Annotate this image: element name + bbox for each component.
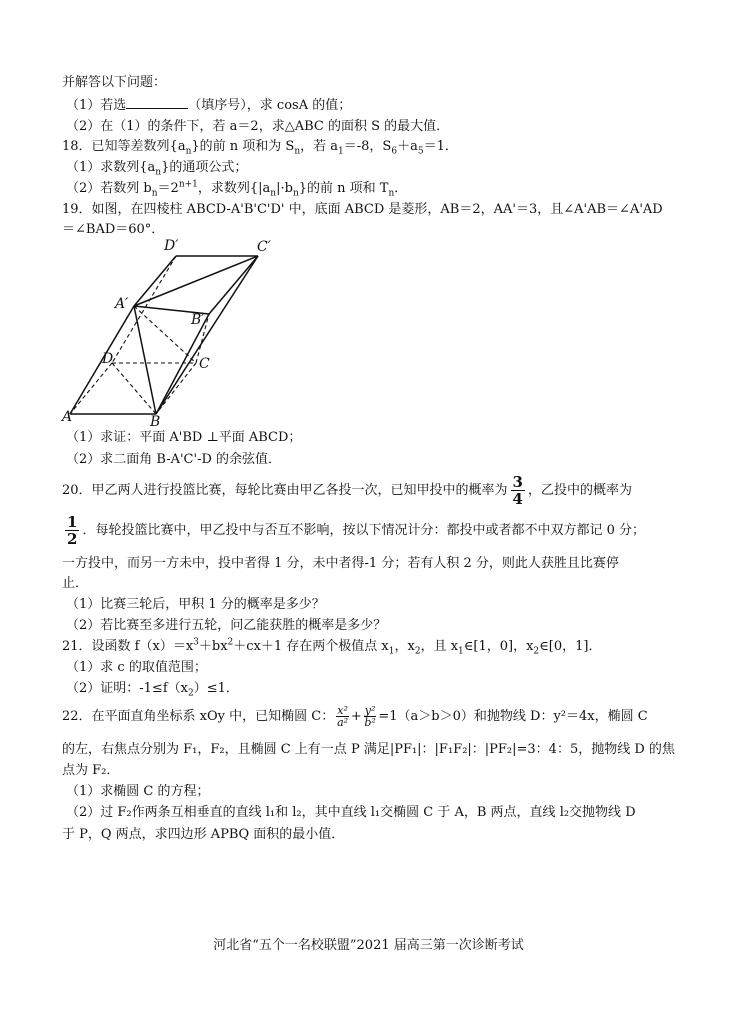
q22-part2-line1: （2）过 F₂作两条互相垂直的直线 l₁和 l₂，其中直线 l₁交椭圆 C 于 A，B 两点，直线 l₂交抛物线 D: [66, 805, 636, 820]
q20-part1: （1）比赛三轮后，甲积 1 分的概率是多少？: [66, 597, 325, 612]
fraction-x2-a2: $\frac{\text{x²}}{\text{a²}}$: [337, 704, 349, 729]
q20-line2: $\frac{1}{2}$ ．每轮投篮比赛中，甲乙投中与否互不影响，按以下情况计分：都投中或者都不中双方都记 0 分；: [67, 513, 645, 548]
q21-part1: （1）求 c 的取值范围；: [66, 660, 207, 675]
q17-part2: （2）在（1）的条件下，若 a＝2，求△ABC 的面积 S 的最大值．: [66, 119, 450, 134]
q19-stem-line2: ＝∠BAD＝60°．: [62, 222, 165, 237]
q21-stem: 21．设函数 $f(x)=x^3+bx^2+cx+1$ 存在两个极值点 $x_1$，$x_2$，且 $x_1\in[1$，0]，$x_2\in[0$，1]．: [62, 637, 602, 657]
q20-line4: 止．: [62, 576, 89, 591]
q22-line1: 22．在平面直角坐标系 xOy 中，已知椭圆 C： $\frac{\text{x²}}{\text{a²}}$ + $\frac{\text{y²}}{\text{b²}}$ =1（a＞b＞0）和抛物线 D：y²＝4x，椭圆 C: [62, 704, 648, 729]
q19-stem-line1: 19．如图，在四棱柱 ABCD-A'B'C'D' 中，底面 ABCD 是菱形，AB＝2，AA'＝3，且∠A'AB＝∠A'AD: [62, 202, 663, 217]
q21-part2: （2）证明：$-1\le f(x_2)\le 1$．: [66, 681, 239, 699]
page-footer: 河北省“五个一名校联盟”2021 届高三第一次诊断考试: [213, 938, 524, 953]
q17-p1-pre: （1）若选: [66, 98, 127, 113]
q19-part2: （2）求二面角 B-A'C'-D 的余弦值．: [66, 452, 282, 467]
vertex-label-Dp: D′: [164, 238, 179, 254]
vertex-label-Bp: B′: [191, 312, 205, 328]
vertex-label-B: B: [150, 414, 161, 428]
vertex-label-D: D: [102, 351, 114, 367]
q17-part1: [66, 96, 351, 115]
answer-blank[interactable]: [126, 96, 188, 109]
q19-part1: （1）求证：平面 A'BD ⊥平面 ABCD；: [66, 430, 302, 445]
q18-stem: 18．已知等差数列$\{a_n\}$的前 n 项和为 $S_n$，若 $a_1=-8$，$S_6+a_5=1$．: [62, 139, 458, 157]
q20-part2: （2）若比赛至多进行五轮，问乙能获胜的概率是多少？: [66, 618, 387, 633]
q17-p1-post: （填序号），求 cosA 的值；: [188, 98, 352, 113]
q18-part1: （1）求数列$\{a_n\}$的通项公式；: [66, 160, 248, 178]
prism-figure: [58, 236, 288, 428]
fraction-3-4: $\frac{3}{4}$: [512, 473, 523, 508]
q20-line3: 一方投中，而另一方未中，投中者得 1 分，未中者得-1 分；若有人积 2 分，则此人获胜且比赛停: [62, 556, 619, 571]
vertex-label-A: A: [62, 409, 73, 425]
q20-line1: 20．甲乙两人进行投篮比赛，每轮比赛由甲乙各投一次，已知甲投中的概率为 $\frac{3}{4}$ ，乙投中的概率为: [62, 473, 632, 508]
intro-line: 并解答以下问题：: [62, 75, 167, 90]
q22-part2-line2: 于 P，Q 两点，求四边形 APBQ 面积的最小值．: [62, 827, 345, 842]
q22-line3: 点为 F₂．: [62, 763, 120, 778]
q18-part2: （2）若数列 $b_n=2^{n+1}$，求数列$\{|a_n|\cdot b_n\}$的前 n 项和 $T_n$．: [66, 179, 408, 199]
fraction-1-2: $\frac{1}{2}$: [67, 513, 78, 548]
vertex-label-Ap: A′: [115, 296, 129, 312]
q22-part1: （1）求椭圆 C 的方程；: [66, 784, 210, 799]
fraction-y2-b2: $\frac{\text{y²}}{\text{b²}}$: [364, 704, 376, 729]
q22-line2: 的左，右焦点分别为 F₁，F₂，且椭圆 C 上有一点 P 满足|PF₁|：|F₁F₂|：|PF₂|=3：4：5，抛物线 D 的焦: [62, 742, 675, 757]
vertex-label-Cp: C′: [257, 239, 271, 255]
vertex-label-C: C: [199, 356, 210, 372]
